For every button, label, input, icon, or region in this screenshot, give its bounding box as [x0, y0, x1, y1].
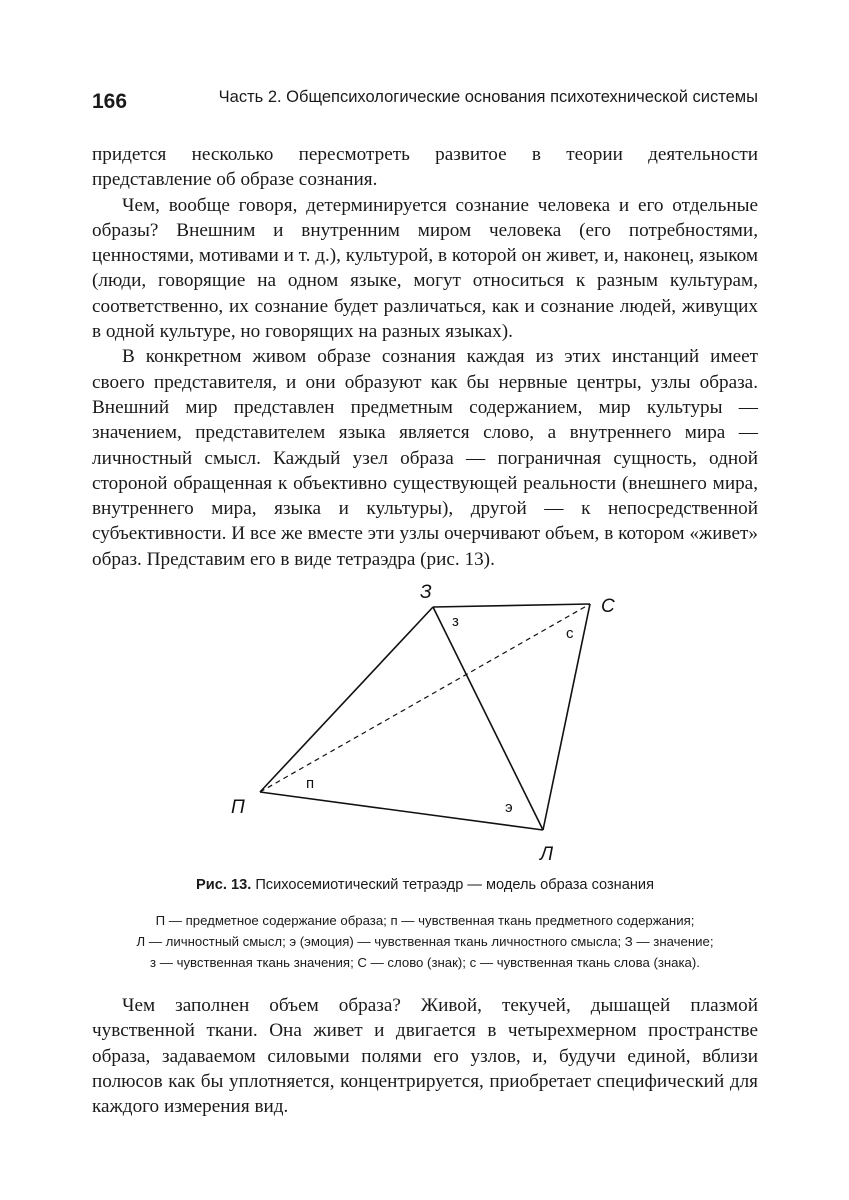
running-header: [92, 84, 758, 114]
edge-z-s: [433, 604, 590, 607]
legend-line: з — чувственная ткань значения; С — слово (знак); с — чувственная ткань слова (знака).: [150, 955, 700, 970]
edge-p-l: [260, 792, 543, 830]
edge-z-p: [260, 607, 433, 792]
inner-label-s: с: [566, 625, 574, 642]
inner-label-z: з: [452, 613, 459, 630]
legend-line: П — предметное содержание образа; п — чувственная ткань предметного содержания;: [155, 913, 695, 928]
tetrahedron-diagram: [220, 580, 620, 870]
body-text-top: [92, 142, 758, 572]
vertex-label-z: З: [420, 582, 432, 603]
inner-label-p: п: [306, 775, 315, 792]
figure-caption-label: Рис. 13.: [196, 877, 252, 893]
vertex-label-s: С: [601, 596, 615, 617]
paragraph: В конкретном живом образе сознания каждая из этих инстанций имеет своего представителя, и они образуют как бы нервные центры, узлы образа. Внешний мир представлен предметным содержанием, мир культуры — значением, представителем языка является слово, а внутреннего мира — личностный смысл. Каждый узел образа — пограничная сущность, одной стороной обращенная к объективно существующей реальности (внешнего мира, внутреннего мира, языка и культуры), другой — к непосредственной субъективности. И все же вместе эти узлы очерчивают объем, в котором «живет» образ. Представим его в виде тетраэдра (рис. 13).: [92, 346, 758, 570]
edge-p-s-hidden: [260, 604, 590, 792]
page-number: 166: [92, 90, 128, 113]
figure-legend: [92, 910, 758, 973]
figure-caption-text: Психосемиотический тетраэдр — модель образа сознания: [255, 877, 654, 893]
body-text-bottom: [92, 993, 758, 1119]
paragraph: Чем, вообще говоря, детерминируется сознание человека и его отдельные образы? Внешним и внутренним миром человека (его потребностями, ценностями, мотивами и т. д.), культурой, в которой он живет, и, наконец, языком (люди, говорящие на одном языке, могут относиться к разным культурам, соответственно, их сознание будет различаться, как и сознание людей, живущих в одной культуре, но говорящих на разных языках).: [92, 194, 758, 343]
figure-caption: [92, 877, 758, 893]
vertex-label-l: Л: [540, 844, 554, 865]
running-title: Часть 2. Общепсихологические основания психотехнической системы: [218, 88, 758, 106]
inner-label-e: э: [505, 799, 513, 816]
tetrahedron-figure: [220, 580, 620, 870]
vertex-label-p: П: [231, 797, 245, 818]
paragraph: придется несколько пересмотреть развитое в теории деятельности представление об образе сознания.: [92, 144, 758, 191]
paragraph: Чем заполнен объем образа? Живой, текучей, дышащей плазмой чувственной ткани. Она живет и двигается в четырехмерном пространстве образа, задаваемом силовыми полями его узлов, и, будучи единой, вблизи полюсов как бы уплотняется, концентрируется, приобретает специфический для каждого измерения вид.: [92, 995, 758, 1118]
legend-line: Л — личностный смысл; э (эмоция) — чувственная ткань личностного смысла; З — значение;: [136, 934, 714, 949]
